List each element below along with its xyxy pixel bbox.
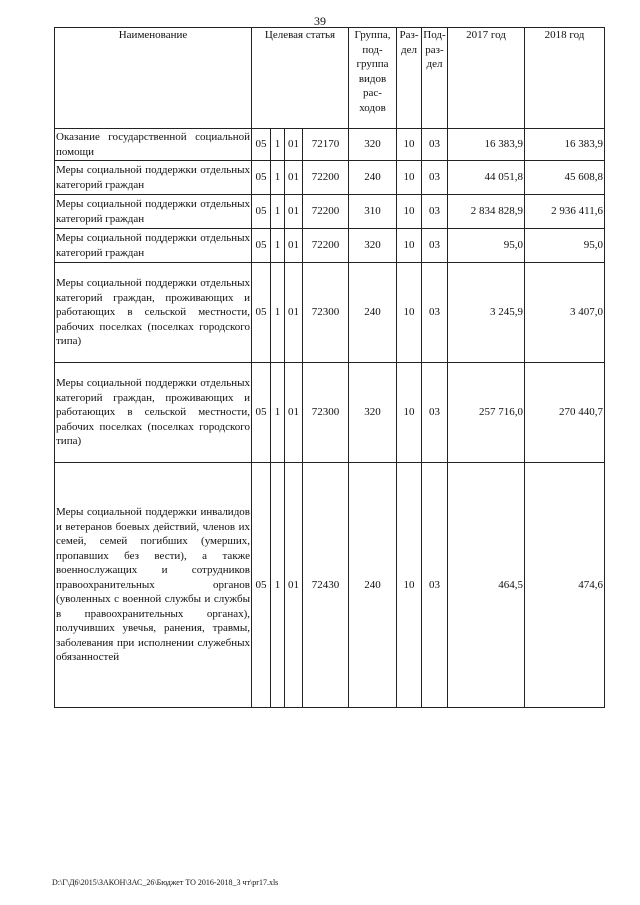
table-cell-group: 320 bbox=[349, 363, 397, 463]
table-cell-article-subprogram: 1 bbox=[271, 363, 285, 463]
table-cell-group: 240 bbox=[349, 161, 397, 195]
table-cell-article-program: 05 bbox=[252, 129, 271, 161]
table-cell-name: Меры социальной поддержки отдельных категорий граждан, проживающих и работающих в сельской местности, рабочих поселках (поселках городского типа) bbox=[55, 363, 252, 463]
table-cell-group: 240 bbox=[349, 263, 397, 363]
table-cell-section: 10 bbox=[397, 229, 422, 263]
table-cell-article-direction: 72430 bbox=[303, 463, 349, 708]
table-cell-article-program: 05 bbox=[252, 463, 271, 708]
table-cell-article-program: 05 bbox=[252, 363, 271, 463]
table-cell-section: 10 bbox=[397, 195, 422, 229]
table-cell-article-program: 05 bbox=[252, 263, 271, 363]
table-cell-article-program: 05 bbox=[252, 195, 271, 229]
header-section: Раз-дел bbox=[397, 28, 422, 129]
table-cell-2017: 3 245,9 bbox=[448, 263, 525, 363]
table-cell-name: Меры социальной поддержки отдельных категорий граждан bbox=[55, 195, 252, 229]
table-cell-name: Оказание государственной социальной помощи bbox=[55, 129, 252, 161]
table-row bbox=[55, 463, 605, 708]
table-cell-2018: 270 440,7 bbox=[525, 363, 605, 463]
file-path-footer: D:\Г\Д6\2015\ЗАКОН\ЗАС_26\Бюджет ТО 2016-2018_3 чт\pr17.xls bbox=[52, 878, 279, 887]
table-cell-article-direction: 72300 bbox=[303, 263, 349, 363]
table-cell-2017: 257 716,0 bbox=[448, 363, 525, 463]
table-cell-2018: 3 407,0 bbox=[525, 263, 605, 363]
table-row bbox=[55, 363, 605, 463]
table-cell-2017: 464,5 bbox=[448, 463, 525, 708]
table-cell-2018: 45 608,8 bbox=[525, 161, 605, 195]
table-row bbox=[55, 129, 605, 161]
table-cell-section: 10 bbox=[397, 161, 422, 195]
table-cell-subsection: 03 bbox=[422, 263, 448, 363]
table-cell-article-program: 05 bbox=[252, 161, 271, 195]
table-cell-subsection: 03 bbox=[422, 161, 448, 195]
table-cell-article-main-event: 01 bbox=[285, 263, 303, 363]
table-cell-name: Меры социальной поддержки отдельных категорий граждан bbox=[55, 229, 252, 263]
table-cell-article-program: 05 bbox=[252, 229, 271, 263]
table-cell-subsection: 03 bbox=[422, 195, 448, 229]
table-cell-article-direction: 72200 bbox=[303, 229, 349, 263]
table-row bbox=[55, 161, 605, 195]
table-cell-article-subprogram: 1 bbox=[271, 463, 285, 708]
table-cell-article-subprogram: 1 bbox=[271, 229, 285, 263]
table-cell-2017: 2 834 828,9 bbox=[448, 195, 525, 229]
table-row bbox=[55, 195, 605, 229]
table-cell-article-direction: 72170 bbox=[303, 129, 349, 161]
table-cell-2017: 95,0 bbox=[448, 229, 525, 263]
table-cell-article-direction: 72200 bbox=[303, 195, 349, 229]
table-cell-2017: 44 051,8 bbox=[448, 161, 525, 195]
table-header-row bbox=[55, 28, 605, 129]
table-cell-section: 10 bbox=[397, 129, 422, 161]
table-cell-group: 240 bbox=[349, 463, 397, 708]
table-cell-article-main-event: 01 bbox=[285, 363, 303, 463]
table-cell-article-main-event: 01 bbox=[285, 229, 303, 263]
header-name: Наименование bbox=[55, 28, 252, 129]
table-cell-2017: 16 383,9 bbox=[448, 129, 525, 161]
table-cell-article-main-event: 01 bbox=[285, 463, 303, 708]
table-cell-article-main-event: 01 bbox=[285, 195, 303, 229]
table-cell-group: 310 bbox=[349, 195, 397, 229]
table-cell-article-subprogram: 1 bbox=[271, 161, 285, 195]
table-cell-article-direction: 72300 bbox=[303, 363, 349, 463]
table-cell-section: 10 bbox=[397, 463, 422, 708]
table-cell-2018: 95,0 bbox=[525, 229, 605, 263]
table-cell-name: Меры социальной поддержки отдельных категорий граждан, проживающих и работающих в сельской местности, рабочих поселках (поселках городского типа) bbox=[55, 263, 252, 363]
table-cell-subsection: 03 bbox=[422, 229, 448, 263]
header-2018: 2018 год bbox=[525, 28, 605, 129]
table-cell-article-main-event: 01 bbox=[285, 161, 303, 195]
table-cell-article-subprogram: 1 bbox=[271, 263, 285, 363]
table-cell-2018: 2 936 411,6 bbox=[525, 195, 605, 229]
table-cell-section: 10 bbox=[397, 263, 422, 363]
table-cell-group: 320 bbox=[349, 229, 397, 263]
table-cell-subsection: 03 bbox=[422, 363, 448, 463]
table-cell-article-subprogram: 1 bbox=[271, 129, 285, 161]
table-cell-section: 10 bbox=[397, 363, 422, 463]
table-cell-article-main-event: 01 bbox=[285, 129, 303, 161]
table-cell-article-subprogram: 1 bbox=[271, 195, 285, 229]
table-cell-name: Меры социальной поддержки отдельных категорий граждан bbox=[55, 161, 252, 195]
table-cell-article-direction: 72200 bbox=[303, 161, 349, 195]
table-cell-group: 320 bbox=[349, 129, 397, 161]
table-cell-subsection: 03 bbox=[422, 463, 448, 708]
table-cell-2018: 16 383,9 bbox=[525, 129, 605, 161]
table-row bbox=[55, 229, 605, 263]
table-cell-name: Меры социальной поддержки инвалидов и ветеранов боевых действий, членов их семей, семей погибших (умерших, пропавших без вести), а также военнослужащих и сотрудников правоохранительных органов (уволенных с военной службы и службы в правоохранительных органах), получивших увечья, ранения, травмы, заболевания при исполнении служебных обязанностей bbox=[55, 463, 252, 708]
table-row bbox=[55, 263, 605, 363]
page-number: 39 bbox=[314, 14, 326, 28]
header-2017: 2017 год bbox=[448, 28, 525, 129]
table-cell-2018: 474,6 bbox=[525, 463, 605, 708]
header-group-text: Группа, под-группа видов рас-ходов bbox=[354, 29, 391, 114]
table-cell-subsection: 03 bbox=[422, 129, 448, 161]
header-subsection: Под-раз-дел bbox=[422, 28, 448, 129]
budget-table bbox=[54, 27, 605, 708]
header-group bbox=[349, 28, 397, 129]
header-target-article: Целевая статья bbox=[252, 28, 349, 129]
